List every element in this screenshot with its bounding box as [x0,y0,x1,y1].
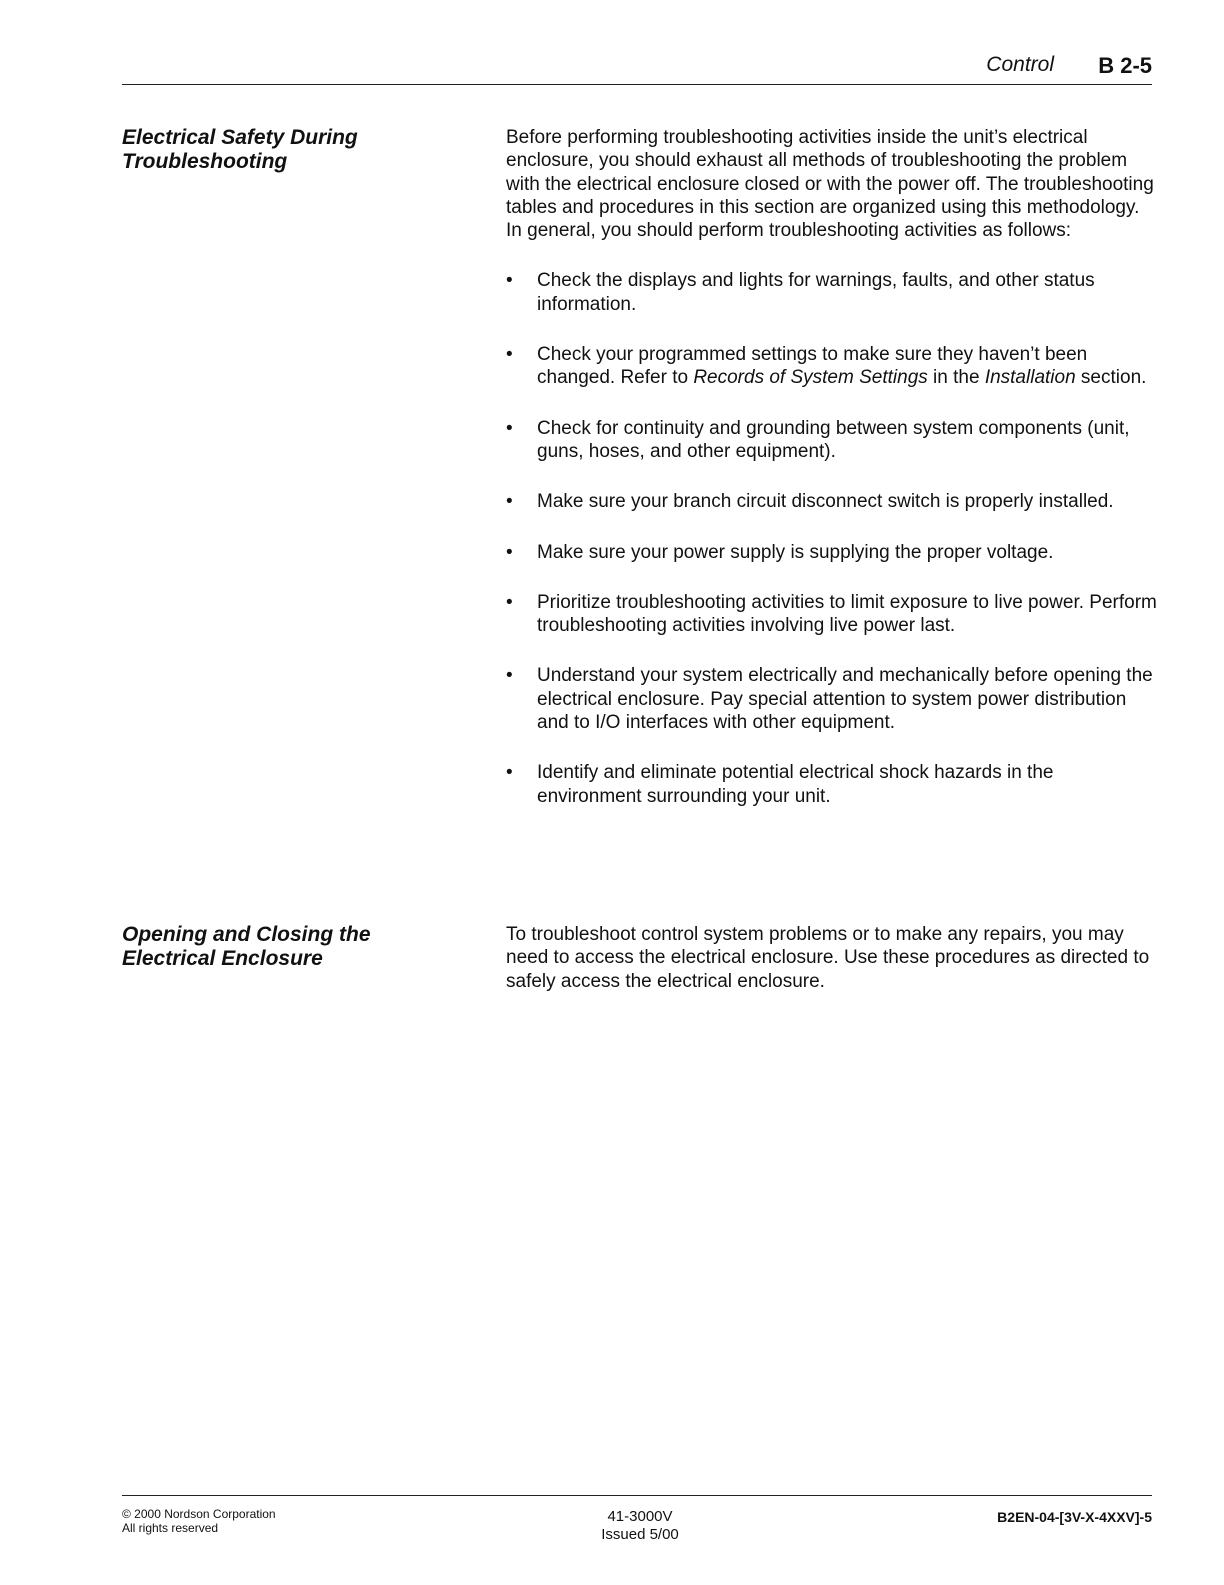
list-item: • Understand your system electrically and mechanically before opening the electrical enclosure. Pay special attention to system power distribution and to I/O interfaces with other equipment. [506,665,1153,734]
list-item: • Make sure your power supply is supplying the proper voltage. [506,541,1054,563]
intro-paragraph: To troubleshoot control system problems or to make any repairs, you may need to access the electrical enclosure. Use these procedures as directed to safely access the electrical enclosure. [506,924,1150,992]
footer-doc-info: 41-3000V Issued 5/00 [601,1508,679,1543]
bullet-icon: • [506,541,513,563]
heading-electrical-safety: Electrical Safety During Troubleshooting [122,126,358,173]
list-item: • Identify and eliminate potential electrical shock hazards in the environment surrounding your unit. [506,762,1054,807]
opening-closing-body [506,923,1158,993]
intro-paragraph: Before performing troubleshooting activities inside the unit’s electrical enclosure, you should exhaust all methods of troubleshooting the problem with the electrical enclosure closed or with the power off. The troubleshooting tables and procedures in this section are organized using this methodology. In general, you should perform troubleshooting activities as follows: [506,127,1154,242]
bullet-icon: • [506,417,513,439]
section-title: Control [986,53,1054,76]
reference-installation: Installation [984,367,1076,389]
page-number: B 2-5 [1098,53,1152,78]
list-item: • Check for continuity and grounding between system components (unit, guns, hoses, and other equipment). [506,417,1130,462]
list-item: • Prioritize troubleshooting activities to limit exposure to live power. Perform troubleshooting activities involving live power last. [506,591,1157,637]
footer-doc-code: B2EN-04-[3V-X-4XXV]-5 [997,1509,1152,1525]
bullet-icon: • [506,665,513,687]
list-item: • Check your programmed settings to make sure they haven’t been changed. Refer to Records of System Settings in the Installation section. [506,344,1147,389]
reference-records: Records of System Settings [693,367,928,389]
bullet-icon: • [506,344,513,366]
bullet-icon: • [506,491,513,513]
heading-opening-closing: Opening and Closing the Electrical Enclosure [122,923,371,970]
bullet-icon: • [506,762,513,784]
bullet-icon: • [506,591,513,613]
list-item: • Make sure your branch circuit disconnect switch is properly installed. [506,491,1114,513]
footer-copyright: © 2000 Nordson Corporation All rights reserved [122,1507,276,1535]
footer-divider [122,1495,1152,1496]
electrical-safety-body [506,126,1158,808]
troubleshooting-steps-list [506,269,1158,807]
page-header [122,50,1152,85]
list-item: • Check the displays and lights for warnings, faults, and other status information. [506,270,1095,315]
bullet-icon: • [506,270,513,292]
